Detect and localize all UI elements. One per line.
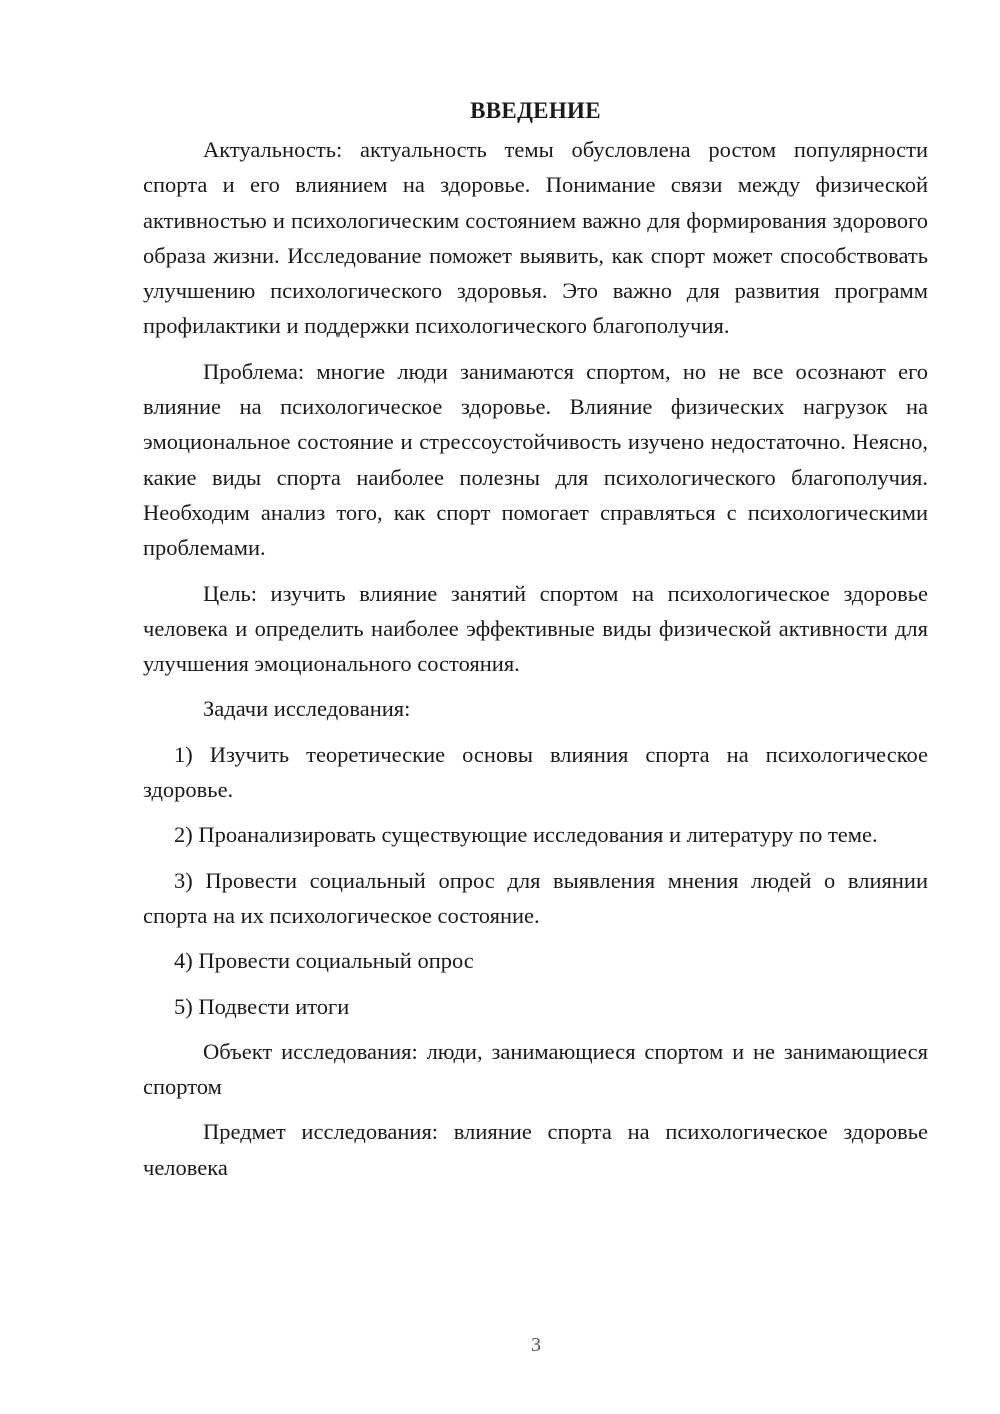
page-number: 3 [531,1334,541,1356]
task-item-1: 1) Изучить теоретические основы влияния спорта на психологическое здоровье. [143,741,928,803]
relevance-paragraph: Актуальность: актуальность темы обусловлена ростом популярности спорта и его влиянием на здоровье. Понимание связи между физической активностью и психологическим состоянием важно для формирования здорового образа жизни. Исследование поможет выявить, как спорт может способствовать улучшению психологического здоровья. Это важно для развития программ профилактики и поддержки психологического благополучия. [143,137,928,339]
problem-paragraph: Проблема: многие люди занимаются спортом, но не все осознают его влияние на психологическое здоровье. Влияние физических нагрузок на эмоциональное состояние и стрессоустойчивость изучено недостаточно. Неясно, какие виды спорта наиболее полезны для психологического благополучия. Необходим анализ того, как спорт помогает справляться с психологическими проблемами. [143,358,928,561]
object-paragraph: Объект исследования: люди, занимающиеся спортом и не занимающиеся спортом [143,1038,928,1100]
tasks-title: Задачи исследования: [203,696,411,722]
document-page [143,96,928,1195]
section-heading: ВВЕДЕНИЕ [470,98,601,123]
goal-paragraph: Цель: изучить влияние занятий спортом на психологическое здоровье человека и определить наиболее эффективные виды физической активности для улучшения эмоционального состояния. [143,580,928,677]
task-item-5: 5) Подвести итоги [174,993,350,1019]
task-item-4: 4) Провести социальный опрос [174,948,474,974]
subject-paragraph: Предмет исследования: влияние спорта на психологическое здоровье человека [143,1119,928,1180]
task-item-2: 2) Проанализировать существующие исследования и литературу по теме. [174,822,878,848]
task-item-3: 3) Провести социальный опрос для выявления мнения людей о влиянии спорта на их психологическое состояние. [143,867,928,928]
